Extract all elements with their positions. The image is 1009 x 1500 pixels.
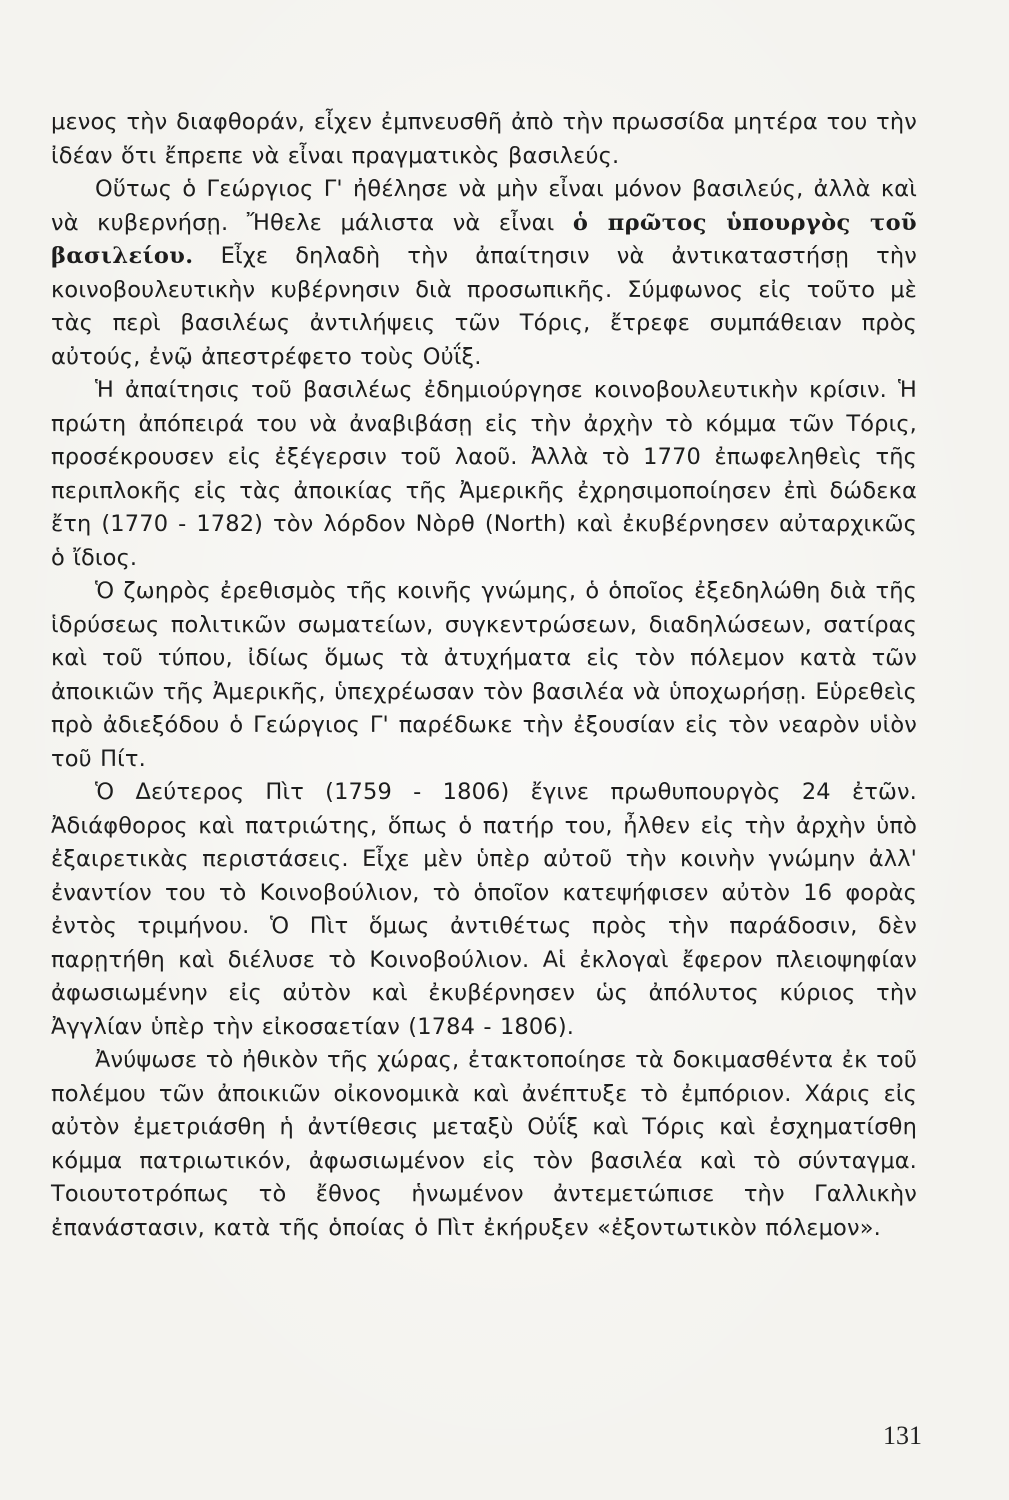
paragraph-4	[51, 575, 917, 776]
paragraph-text: Ἡ ἀπαίτησις τοῦ βασιλέως ἐδημιούργησε κοινοβουλευτικὴν κρίσιν. Ἡ πρώτη ἀπόπειρά του νὰ ἀναβιβάσῃ εἰς τὴν ἀρχὴν τὸ κόμμα τῶν Τόρις, προσέκρουσεν εἰς ἐξέγερσιν τοῦ λαοῦ. Ἀλλὰ τὸ 1770 ἐπωφεληθεὶς τῆς περιπλοκῆς εἰς τὰς ἀποικίας τῆς Ἀμερικῆς ἐχρησιμοποίησεν ἐπὶ δώδεκα ἔτη (1770 - 1782) τὸν λόρδον Νὸρθ (North) καὶ ἐκυβέρνησεν αὐταρχικῶς ὁ ἴδιος.	[51, 377, 917, 571]
paragraph-text: Ὁ Δεύτερος Πὶτ (1759 - 1806) ἔγινε πρωθυπουργὸς 24 ἐτῶν. Ἀδιάφθορος καὶ πατριώτης, ὅπως ὁ πατήρ του, ἦλθεν εἰς τὴν ἀρχὴν ὑπὸ ἐξαιρετικὰς περιστάσεις. Εἶχε μὲν ὑπὲρ αὐτοῦ τὴν κοινὴν γνώμην ἀλλ' ἐναντίον του τὸ Κοινοβούλιον, τὸ ὁποῖον κατεψήφισεν αὐτὸν 16 φορὰς ἐντὸς τριμήνου. Ὁ Πὶτ ὅμως ἀντιθέτως πρὸς τὴν παράδοσιν, δὲν παρῃτήθη καὶ διέλυσε τὸ Κοινοβούλιον. Αἱ ἐκλογαὶ ἔφερον πλειοψηφίαν ἀφωσιωμένην εἰς αὐτὸν καὶ ἐκυβέρνησεν ὡς ἀπόλυτος κύριος τὴν Ἀγγλίαν ὑπὲρ τὴν εἰκοσαετίαν (1784 - 1806).	[51, 779, 917, 1040]
body-text	[51, 106, 917, 1245]
paragraph-text: Ὁ ζωηρὸς ἐρεθισμὸς τῆς κοινῆς γνώμης, ὁ ὁποῖος ἐξεδηλώθη διὰ τῆς ἱδρύσεως πολιτικῶν σωματείων, συγκεντρώσεων, διαδηλώσεων, σατίρας καὶ τοῦ τύπου, ἰδίως ὅμως τὰ ἀτυχήματα εἰς τὸν πόλεμον κατὰ τῶν ἀποικιῶν τῆς Ἀμερικῆς, ὑπεχρέωσαν τὸν βασιλέα νὰ ὑποχωρήσῃ. Εὑρεθεὶς πρὸ ἀδιεξόδου ὁ Γεώργιος Γ' παρέδωκε τὴν ἐξουσίαν εἰς τὸν νεαρὸν υἱὸν τοῦ Πίτ.	[51, 578, 917, 772]
paragraph-6	[51, 1044, 917, 1245]
paragraph-2	[51, 173, 917, 374]
paragraph-3	[51, 374, 917, 575]
paragraph-5	[51, 776, 917, 1044]
page-number: 131	[883, 1421, 922, 1450]
paragraph-text: Οὕτως ὁ Γεώργιος Γ' ἠθέλησε νὰ μὴν εἶναι μόνον βασιλεύς, ἀλλὰ καὶ νὰ κυβερνήσῃ. Ἤθελε μάλιστα νὰ εἶναι	[51, 176, 917, 236]
emphasized-phrase: ὁ πρῶτος ὑπουργὸς τοῦ βασιλείου.	[51, 209, 917, 269]
paragraph-text: Εἶχε δηλαδὴ τὴν ἀπαίτησιν νὰ ἀντικαταστήσῃ τὴν κοινοβουλευτικὴν κυβέρνησιν διὰ προσωπικῆς. Σύμφωνος εἰς τοῦτο μὲ τὰς περὶ βασιλέως ἀντιλήψεις τῶν Τόρις, ἔτρεφε συμπάθειαν πρὸς αὐτούς, ἐνῷ ἀπεστρέφετο τοὺς Οὐΐξ.	[51, 243, 917, 370]
paragraph-text: Ἀνύψωσε τὸ ἠθικὸν τῆς χώρας, ἐτακτοποίησε τὰ δοκιμασθέντα ἐκ τοῦ πολέμου τῶν ἀποικιῶν οἰκονομικὰ καὶ ἀνέπτυξε τὸ ἐμπόριον. Χάρις εἰς αὐτὸν ἐμετριάσθη ἡ ἀντίθεσις μεταξὺ Οὐΐξ καὶ Τόρις καὶ ἐσχηματίσθη κόμμα πατριωτικόν, ἀφωσιωμένον εἰς τὸν βασιλέα καὶ τὸ σύνταγμα. Τοιουτοτρόπως τὸ ἔθνος ἡνωμένον ἀντεμετώπισε τὴν Γαλλικὴν ἐπανάστασιν, κατὰ τῆς ὁποίας ὁ Πὶτ ἐκήρυξεν «ἐξοντωτικὸν πόλεμον».	[51, 1047, 917, 1241]
paragraph-1	[51, 106, 917, 173]
paragraph-text: μενος τὴν διαφθοράν, εἶχεν ἐμπνευσθῆ ἀπὸ τὴν πρωσσίδα μητέρα του τὴν ἰδέαν ὅτι ἔπρεπε νὰ εἶναι πραγματικὸς βασιλεύς.	[51, 109, 917, 169]
